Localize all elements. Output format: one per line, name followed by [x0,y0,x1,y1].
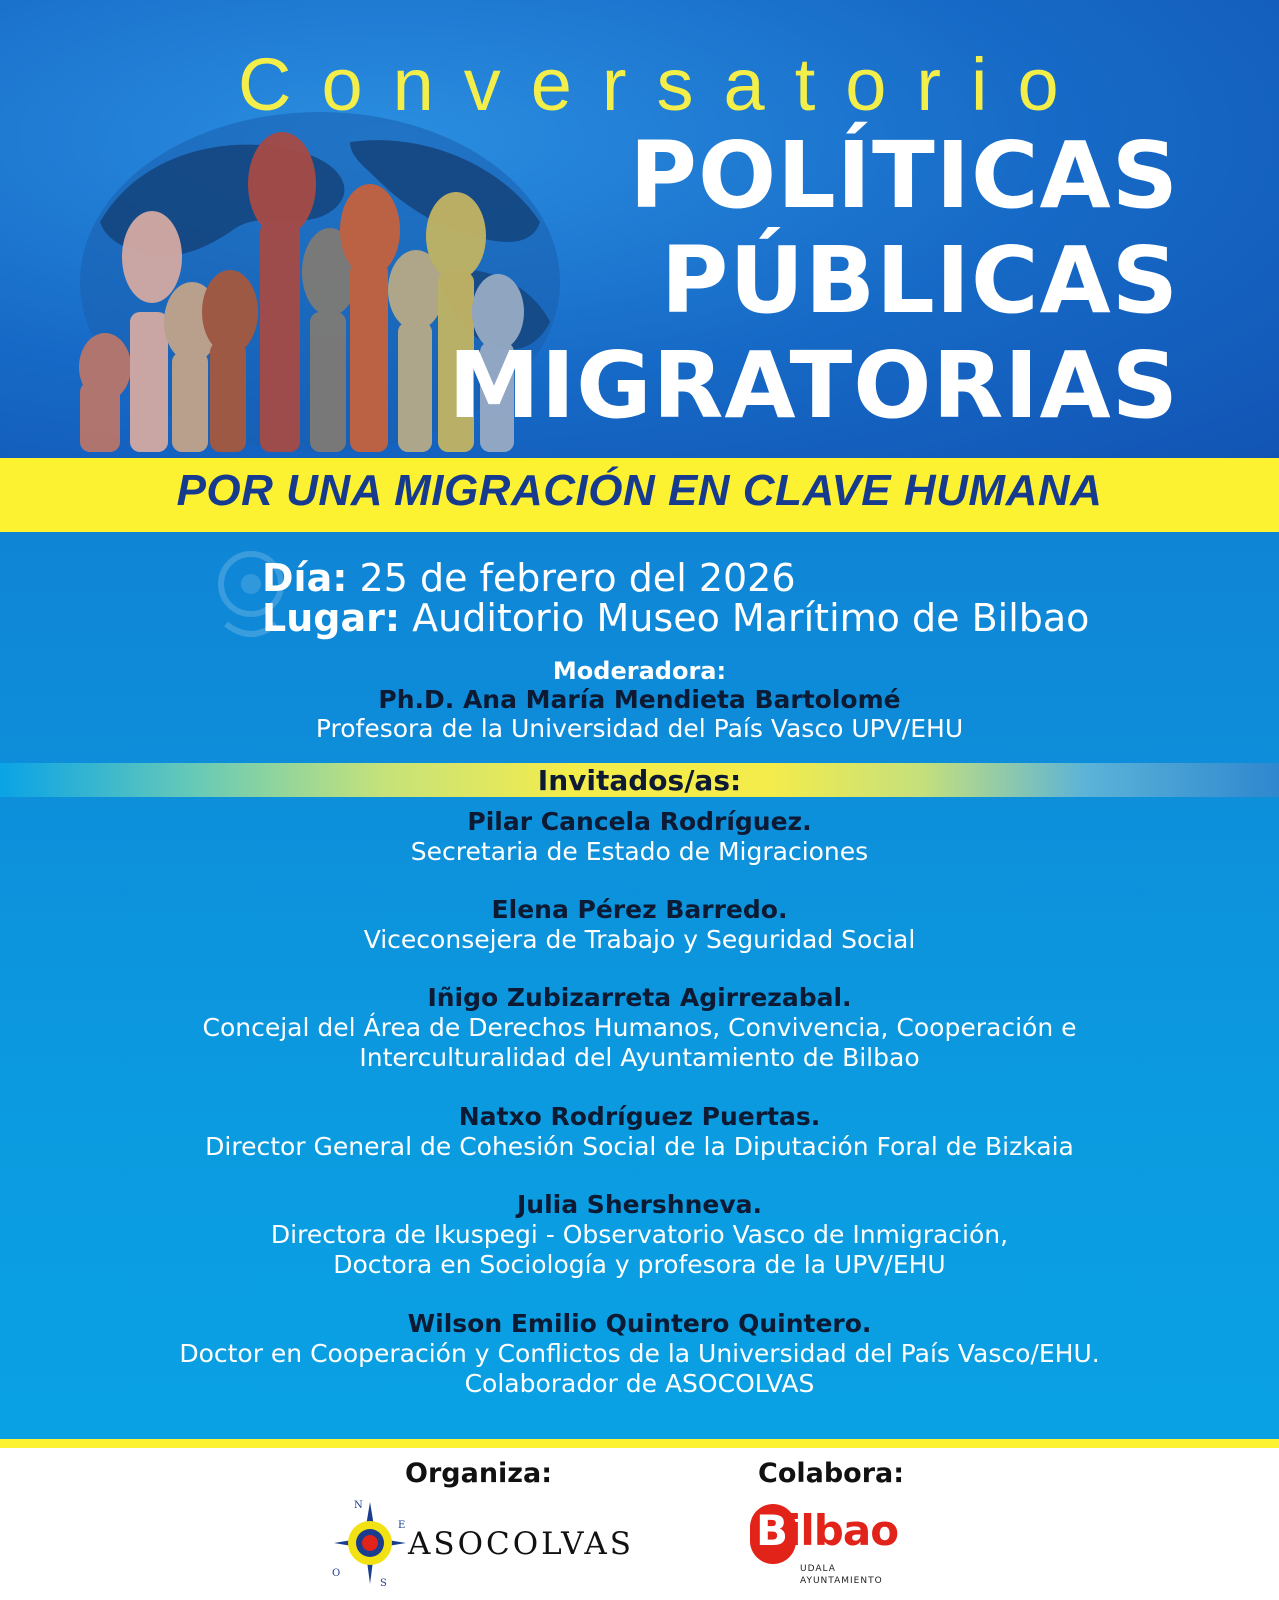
guest-name: Natxo Rodríguez Puertas. [458,1102,821,1131]
hand-icon [248,132,316,236]
guest-role: Director General de Cohesión Social de la Diputación Foral de Bizkaia [205,1132,1074,1161]
date-value: 25 de febrero del 2026 [359,556,796,600]
date-label: Día: [262,556,348,600]
footer [0,1448,1279,1600]
guest-role: Concejal del Área de Derechos Humanos, Convivencia, Cooperación e [202,1013,1077,1042]
footer-divider [0,1439,1279,1448]
arm [310,312,346,452]
eyebrow-title: Conversatorio [238,43,1089,126]
place-value: Auditorio Museo Marítimo de Bilbao [412,596,1090,640]
arm [172,352,208,452]
moderator-name: Ph.D. Ana María Mendieta Bartolomé [378,685,901,714]
compass-letter-e: E [398,1520,406,1531]
arm [398,322,432,452]
guest-role: Directora de Ikuspegi - Observatorio Vasco de Inmigración, [270,1220,1009,1249]
title-line-1: POLÍTICAS [629,122,1179,229]
arm [350,262,388,452]
guest-role: Doctora en Sociología y profesora de la UPV/EHU [333,1250,946,1279]
subtitle: POR UNA MIGRACIÓN EN CLAVE HUMANA [176,466,1103,515]
guest-name: Elena Pérez Barredo. [491,895,788,924]
guest-name: Wilson Emilio Quintero Quintero. [407,1309,872,1338]
title-line-2: PÚBLICAS [660,227,1179,334]
guests-label: Invitados/as: [537,764,742,797]
arm [260,222,300,452]
guest-role: Doctor en Cooperación y Conflictos de la Universidad del País Vasco/EHU. [179,1339,1100,1368]
colabora-label: Colabora: [758,1458,905,1489]
bilbao-logo-text [756,1506,898,1555]
bilbao-logo-rest: ilbao [787,1506,899,1555]
organiza-label: Organiza: [405,1458,553,1489]
hand-icon [426,192,486,280]
guest-role: Interculturalidad del Ayuntamiento de Bilbao [359,1043,920,1072]
hand-icon [340,184,400,276]
hand-icon [122,211,182,303]
arm [130,312,168,452]
guest-name: Pilar Cancela Rodríguez. [467,807,812,836]
arm [210,342,246,452]
bilbao-logo [750,1502,910,1592]
date-line [262,556,796,600]
place-label: Lugar: [262,596,401,640]
title-line-3: MIGRATORIAS [448,332,1179,439]
guest-name: Julia Shershneva. [517,1190,762,1219]
hand-icon [79,333,131,401]
guest-name: Iñigo Zubizarreta Agirrezabal. [427,983,852,1012]
place-line [262,596,1089,640]
compass-icon [330,1498,410,1588]
bilbao-sub-ayuntamiento: AYUNTAMIENTO [800,1576,883,1586]
moderator-role: Profesora de la Universidad del País Vasco UPV/EHU [315,714,964,743]
compass-letter-o: O [332,1568,341,1579]
guest-role: Secretaria de Estado de Migraciones [410,837,869,866]
moderator-label: Moderadora: [552,657,727,685]
guest-role: Colaborador de ASOCOLVAS [464,1369,815,1398]
guest-role: Viceconsejera de Trabajo y Seguridad Social [363,925,916,954]
hand-icon [202,270,258,354]
bilbao-logo-initial: B [756,1506,788,1555]
asocolvas-logo [330,1498,634,1588]
compass-letter-s: S [380,1578,387,1588]
bilbao-sub-udala: UDALA [800,1564,836,1574]
asocolvas-logo-text: ASOCOLVAS [408,1526,634,1562]
compass-letter-n: N [354,1500,363,1511]
